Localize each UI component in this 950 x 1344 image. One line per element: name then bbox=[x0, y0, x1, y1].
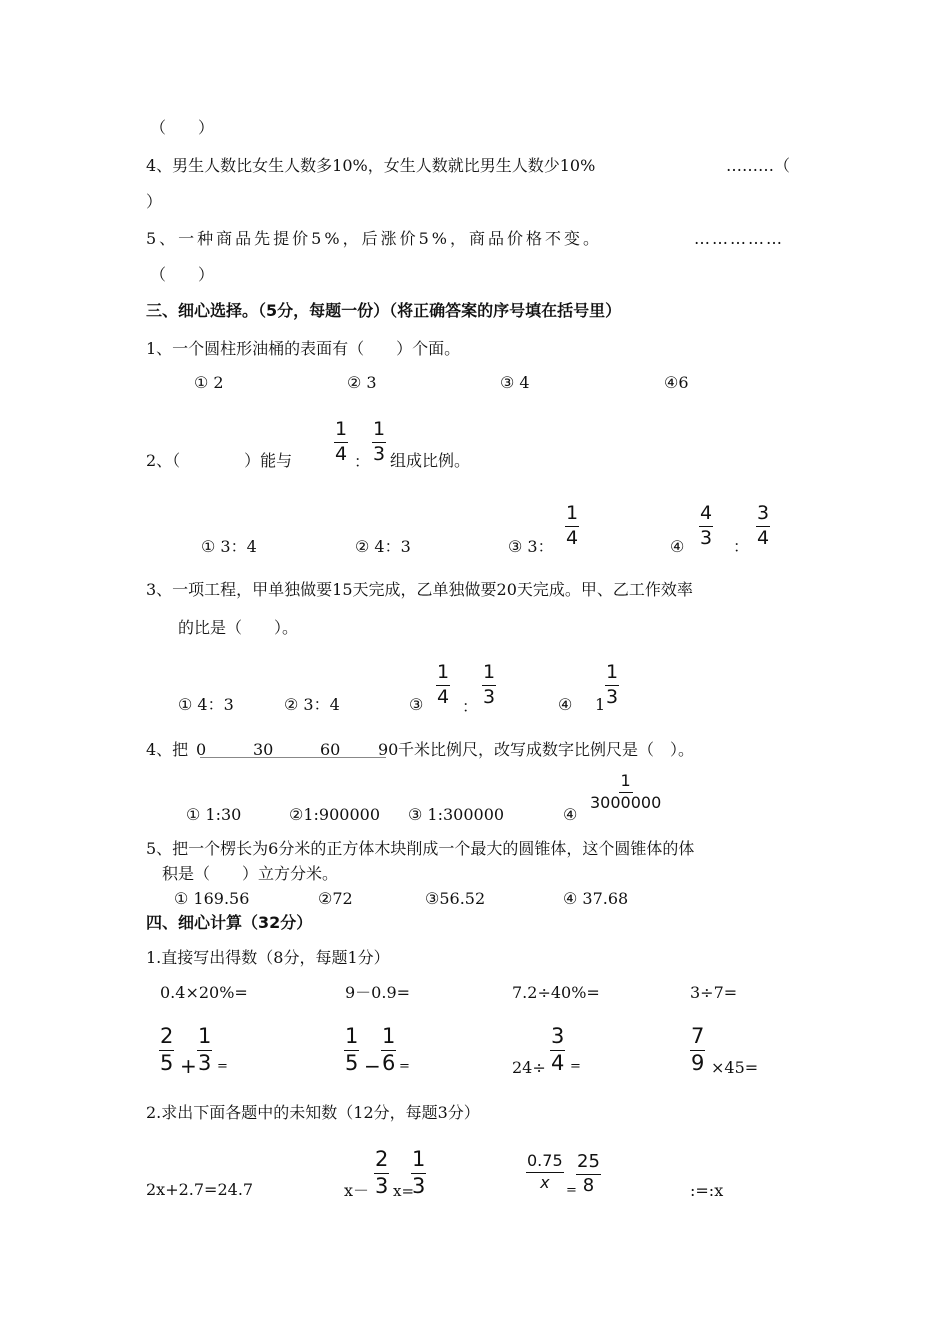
equation-3-equals: = bbox=[566, 1183, 577, 1198]
denominator: 3 bbox=[483, 686, 496, 708]
judge-q4-text: 4、男生人数比女生人数多10%，女生人数就比男生人数少10% bbox=[146, 156, 596, 175]
calc-c-fraction bbox=[550, 1026, 565, 1074]
calc-a-operator: + bbox=[180, 1054, 197, 1078]
s3-q2-option-4-fraction-b bbox=[756, 504, 770, 548]
equation-3-fraction-1 bbox=[526, 1153, 564, 1191]
s3-q5-option-1: ① 169.56 bbox=[174, 889, 250, 908]
calc-a-equals: = bbox=[217, 1059, 228, 1074]
judge-q4-dots: ………（ bbox=[726, 156, 791, 175]
calc-b-fraction-2 bbox=[381, 1026, 396, 1074]
s3-q4-option-4-prefix: ④ bbox=[563, 805, 578, 824]
s3-q1-option-4: ④6 bbox=[664, 373, 689, 392]
s3-q2-option-4-prefix: ④ bbox=[670, 537, 685, 556]
s3-q2-option-3-fraction bbox=[565, 504, 579, 548]
s3-q4-prefix: 4、把 bbox=[146, 740, 189, 759]
s3-q3-line-1: 3、一项工程，甲单独做要15天完成，乙单独做要20天完成。甲、乙工作效率 bbox=[146, 580, 693, 599]
calc-item: 3÷7= bbox=[690, 983, 738, 1002]
denominator: 3 bbox=[198, 1051, 212, 1075]
s3-q3-option-3-colon: ： bbox=[462, 697, 479, 716]
s3-q5-option-2: ②72 bbox=[318, 889, 353, 908]
s4-part1-title: 1.直接写出得数（8分，每题1分） bbox=[146, 948, 390, 967]
numerator: 1 bbox=[605, 663, 619, 686]
judge-q5-dots: …………… bbox=[694, 229, 784, 248]
calc-a-fraction-2 bbox=[197, 1026, 212, 1074]
calc-c-equals: = bbox=[570, 1059, 581, 1074]
calc-item: 9－0.9= bbox=[345, 983, 411, 1002]
equation-2-prefix: x－ bbox=[344, 1181, 370, 1200]
numerator: 3 bbox=[756, 504, 770, 527]
equation-1: 2x+2.7=24.7 bbox=[146, 1180, 254, 1199]
s3-q2-option-1: ① 3：4 bbox=[201, 537, 257, 556]
numerator: 1 bbox=[565, 504, 579, 527]
denominator: 4 bbox=[757, 527, 770, 549]
s3-q4-option-2: ②1:900000 bbox=[289, 805, 380, 824]
s3-q1-option-3: ③ 4 bbox=[500, 373, 530, 392]
calc-b-operator: − bbox=[364, 1054, 381, 1078]
s3-q2-option-4-fraction-a bbox=[699, 504, 713, 548]
denominator: 4 bbox=[335, 443, 348, 465]
equation-2-fraction-2 bbox=[411, 1149, 426, 1197]
s3-q4-option-3: ③ 1:300000 bbox=[408, 805, 505, 824]
calc-item: 7.2÷40%= bbox=[512, 983, 600, 1002]
numerator: 1 bbox=[334, 420, 348, 443]
s3-q2-fraction-a bbox=[334, 420, 348, 464]
denominator: 3 bbox=[375, 1174, 389, 1198]
denominator: 4 bbox=[566, 527, 579, 549]
numerator: 2 bbox=[159, 1026, 174, 1051]
s3-q2-option-3-prefix: ③ 3： bbox=[508, 537, 554, 556]
s3-q3-option-3-fraction-b bbox=[482, 663, 496, 707]
calc-b-equals: = bbox=[399, 1059, 410, 1074]
s4-part2-title: 2.求出下面各题中的未知数（12分，每题3分） bbox=[146, 1103, 480, 1122]
s3-q4-option-1: ① 1:30 bbox=[186, 805, 242, 824]
denominator: 8 bbox=[582, 1175, 595, 1196]
s3-q3-option-4-prefix: ④ bbox=[558, 695, 573, 714]
equation-2-middle: x= bbox=[393, 1182, 415, 1200]
numerator: 1 bbox=[482, 663, 496, 686]
judge-q4-close-paren: ） bbox=[146, 192, 163, 211]
numerator: 1 bbox=[411, 1149, 426, 1174]
calc-b-fraction-1 bbox=[344, 1026, 359, 1074]
s3-q5-line-2: 积是（ ）立方分米。 bbox=[162, 864, 339, 883]
s3-q5-line-1: 5、把一个楞长为6分米的正方体木块削成一个最大的圆锥体，这个圆锥体的体 bbox=[146, 839, 695, 858]
numerator: 25 bbox=[576, 1153, 601, 1175]
denominator: 4 bbox=[551, 1051, 565, 1075]
calc-c-prefix: 24÷ bbox=[512, 1058, 546, 1077]
s3-q2-suffix: 组成比例。 bbox=[390, 451, 471, 470]
equation-2-fraction-1 bbox=[374, 1149, 389, 1197]
s3-q3-line-2: 的比是（ ）。 bbox=[178, 618, 299, 637]
numerator: 1 bbox=[197, 1026, 212, 1051]
equation-3-fraction-2 bbox=[576, 1153, 601, 1195]
denominator: 3 bbox=[412, 1174, 426, 1198]
scale-tick-label: 90 bbox=[378, 740, 399, 759]
s3-q3-option-4-fraction bbox=[605, 663, 619, 707]
denominator: 3 bbox=[373, 443, 386, 465]
s3-q3-option-3-fraction-a bbox=[436, 663, 450, 707]
s3-q1-option-1: ① 2 bbox=[194, 373, 224, 392]
s3-q2-prefix: 2、（ ）能与 bbox=[146, 451, 293, 470]
numerator: 7 bbox=[690, 1026, 705, 1051]
denominator: x bbox=[540, 1173, 550, 1192]
scale-tick-label: 30 bbox=[253, 740, 274, 759]
calc-item: 0.4×20%= bbox=[160, 983, 248, 1002]
s3-q2-option-4-colon: ： bbox=[733, 537, 750, 556]
s3-q2-colon: ： bbox=[354, 452, 371, 471]
scale-bar-line bbox=[200, 757, 386, 758]
numerator: 4 bbox=[699, 504, 713, 527]
denominator: 5 bbox=[160, 1051, 174, 1075]
denominator: 4 bbox=[437, 686, 450, 708]
section4-heading: 四、细心计算（32分） bbox=[146, 913, 313, 932]
s3-q3-option-3-prefix: ③ bbox=[409, 695, 424, 714]
numerator: 1 bbox=[372, 420, 386, 443]
numerator: 1 bbox=[344, 1026, 359, 1051]
s3-q5-option-4: ④ 37.68 bbox=[563, 889, 629, 908]
numerator: 1 bbox=[436, 663, 450, 686]
s3-q3-option-2: ② 3：4 bbox=[284, 695, 340, 714]
scale-tick-label: 0 bbox=[196, 740, 207, 759]
s3-q3-option-1: ① 4：3 bbox=[178, 695, 234, 714]
equation-4: :=:x bbox=[690, 1181, 724, 1200]
scale-tick-label: 60 bbox=[320, 740, 341, 759]
calc-d-fraction bbox=[690, 1026, 705, 1074]
denominator: 3000000 bbox=[590, 793, 662, 812]
numerator: 3 bbox=[550, 1026, 565, 1051]
numerator: 1 bbox=[381, 1026, 396, 1051]
judge-q5-paren: （ ） bbox=[150, 265, 215, 284]
denominator: 3 bbox=[606, 686, 619, 708]
calc-a-fraction-1 bbox=[159, 1026, 174, 1074]
denominator: 6 bbox=[382, 1051, 396, 1075]
section3-heading: 三、细心选择。（5分，每题一份）（将正确答案的序号填在括号里） bbox=[146, 301, 622, 320]
s3-q1-option-2: ② 3 bbox=[347, 373, 377, 392]
s3-q4-option-4-fraction bbox=[590, 773, 661, 811]
s3-q5-option-3: ③56.52 bbox=[425, 889, 486, 908]
calc-d-suffix: ×45= bbox=[711, 1058, 759, 1077]
judge-q5-text: 5、一种商品先提价5%，后涨价5%，商品价格不变。 bbox=[146, 229, 602, 248]
denominator: 9 bbox=[691, 1051, 705, 1075]
s3-q3-option-4-whole: 1 bbox=[595, 695, 606, 714]
denominator: 5 bbox=[345, 1051, 359, 1075]
s3-q1-text: 1、一个圆柱形油桶的表面有（ ）个面。 bbox=[146, 339, 461, 358]
numerator: 0.75 bbox=[526, 1153, 564, 1173]
denominator: 3 bbox=[700, 527, 713, 549]
numerator: 2 bbox=[374, 1149, 389, 1174]
s3-q2-fraction-b bbox=[372, 420, 386, 464]
numerator: 1 bbox=[619, 773, 633, 793]
s3-q4-suffix: 千米比例尺，改写成数字比例尺是（ ）。 bbox=[398, 740, 695, 759]
answer-paren: （ ） bbox=[150, 118, 215, 137]
s3-q2-option-2: ② 4：3 bbox=[355, 537, 411, 556]
